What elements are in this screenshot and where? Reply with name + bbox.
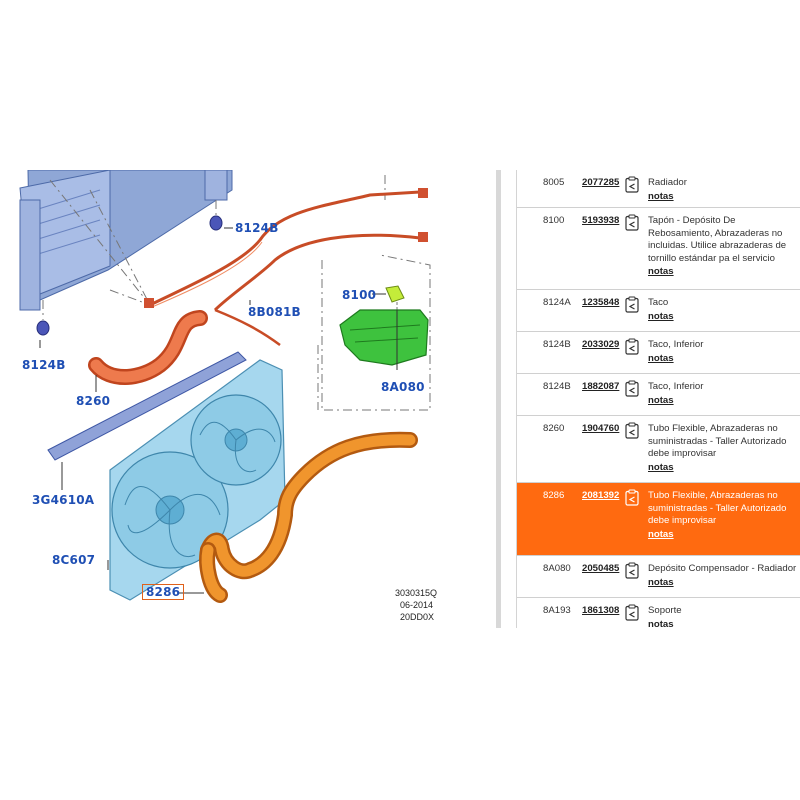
callout-8a080[interactable]: 8A080 [381,380,425,394]
part-description-block [648,605,800,628]
clipboard-add-icon[interactable] [625,296,639,313]
notes-link[interactable]: notas [648,266,674,277]
part-row[interactable] [517,290,800,332]
part-description-block [648,297,800,323]
part-number-link[interactable]: 1882087 [582,381,620,392]
notes-link[interactable]: notas [648,310,674,322]
part-description-block [648,423,800,474]
notes-link[interactable]: notas [648,576,674,588]
part-row[interactable] [517,170,800,208]
part-number-link[interactable]: 2033029 [582,339,620,350]
clipboard-add-icon[interactable] [625,422,639,439]
callout-8100[interactable]: 8100 [342,288,377,302]
callout-8c607[interactable]: 8C607 [52,553,96,567]
clipboard-add-icon[interactable] [625,489,639,506]
part-row[interactable] [517,374,800,416]
part-number-link[interactable]: 1235848 [582,297,620,308]
callout-8124b-left[interactable]: 8124B [22,358,66,372]
notes-link[interactable]: notas [648,190,674,202]
part-description: Taco [648,297,669,308]
part-description: Tubo Flexible, Abrazaderas no suministradas - Taller Autorizado debe improvisar [648,490,787,526]
parts-list [516,170,800,628]
part-reference-code: 8124B [543,381,571,392]
part-description: Radiador [648,177,687,188]
part-description: Tubo Flexible, Abrazaderas no suministradas - Taller Autorizado debe improvisar [648,423,787,459]
clipboard-add-icon[interactable] [625,604,639,621]
part-description: Depósito Compensador - Radiador [648,563,797,574]
part-number-link[interactable]: 1861308 [582,605,620,616]
callout-8124b-upper[interactable]: 8124B [235,221,279,235]
clipboard-add-icon[interactable] [625,380,639,397]
notes-link[interactable]: notas [648,528,674,540]
notes-link[interactable]: notas [648,461,674,473]
exploded-diagram-panel [0,170,496,628]
callout-3g4610a[interactable]: 3G4610A [32,493,95,507]
part-reference-code: 8286 [543,490,565,501]
part-row[interactable] [517,556,800,598]
part-reference-code: 8A193 [543,605,571,616]
part-description: Tapón - Depósito De Rebosamiento, Abrazaderas no incluidas. Utilice abrazaderas de tornillo estándar pa el servicio [648,215,787,264]
diagram-model-code: 20DD0X [400,612,435,622]
part-row[interactable] [517,598,800,628]
callout-8260[interactable]: 8260 [76,394,111,408]
part-description-block [648,215,800,279]
clipboard-add-icon[interactable] [625,214,639,231]
part-row[interactable] [517,416,800,483]
part-description-block [648,490,800,541]
part-row[interactable] [517,208,800,290]
part-number-link[interactable]: 2050485 [582,563,620,574]
part-description-block [648,339,800,365]
parts-viewer [0,170,800,628]
part-description-block [648,563,800,589]
part-reference-code: 8100 [543,215,565,226]
callout-8b081b[interactable]: 8B081B [248,305,301,319]
part-description: Taco, Inferior [648,381,704,392]
radiator-drawing [20,170,232,310]
part-row[interactable] [517,332,800,374]
panel-splitter[interactable] [496,170,501,628]
part-reference-code: 8005 [543,177,565,188]
part-reference-code: 8124B [543,339,571,350]
part-row[interactable] [517,483,800,556]
diagram-date: 06-2014 [400,600,434,610]
part-description: Soporte [648,605,682,616]
part-number-link[interactable]: 2081392 [582,490,620,501]
clipboard-add-icon[interactable] [625,562,639,579]
clipboard-add-icon[interactable] [625,176,639,193]
notes-link[interactable]: notas [648,618,674,628]
part-reference-code: 8260 [543,423,565,434]
part-number-link[interactable]: 1904760 [582,423,620,434]
part-description-block [648,177,800,203]
notes-link[interactable]: notas [648,352,674,364]
part-number-link[interactable]: 5193938 [582,215,620,226]
part-number-link[interactable]: 2077285 [582,177,620,188]
callout-8286-selected[interactable]: 8286 [142,584,184,600]
reservoir-drawing [340,310,428,365]
part-description: Taco, Inferior [648,339,704,350]
part-reference-code: 8A080 [543,563,571,574]
notes-link[interactable]: notas [648,394,674,406]
part-description-block [648,381,800,407]
part-reference-code: 8124A [543,297,571,308]
diagram-ref-code: 3030315Q [395,588,438,598]
clipboard-add-icon[interactable] [625,338,639,355]
